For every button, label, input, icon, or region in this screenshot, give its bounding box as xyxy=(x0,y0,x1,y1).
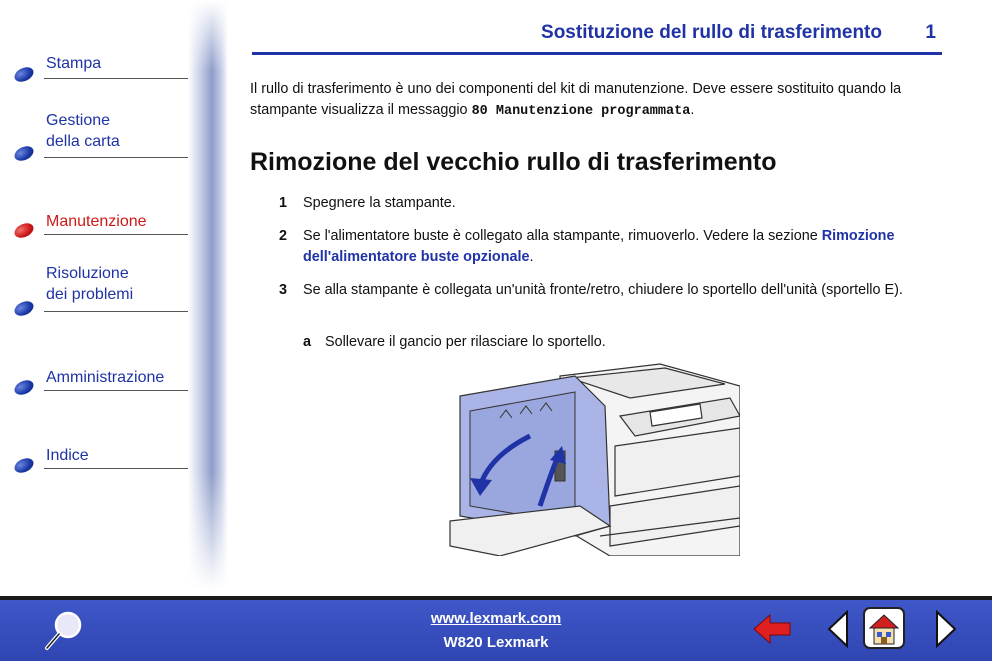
intro-paragraph xyxy=(250,79,950,122)
step-text xyxy=(303,226,943,268)
sidebar-item-label-2: dei problemi xyxy=(46,286,134,303)
back-button[interactable] xyxy=(752,612,792,646)
envelope-feeder-link[interactable]: Rimozione dell'alimentatore buste opzionale xyxy=(303,228,895,265)
sidebar-item-label: Stampa xyxy=(46,55,102,72)
footer-url-link[interactable]: www.lexmark.com xyxy=(430,610,562,627)
intro-text-end: . xyxy=(690,102,695,118)
sidebar-item-label-2: della carta xyxy=(46,133,120,150)
substep-text: Sollevare il gancio per rilasciare lo sportello. xyxy=(325,334,606,350)
next-page-icon xyxy=(934,610,958,648)
sidebar-item-label: Risoluzione xyxy=(46,265,129,282)
next-page-button[interactable] xyxy=(934,610,958,648)
sidebar-item-label: Manutenzione xyxy=(46,213,147,230)
sidebar-item-risoluzione[interactable] xyxy=(0,264,190,314)
divider xyxy=(44,234,188,235)
step-text-end: . xyxy=(529,249,534,265)
step-number: 2 xyxy=(279,228,288,244)
divider xyxy=(44,390,188,391)
page-number: 1 xyxy=(925,22,936,43)
printer-illustration xyxy=(440,356,740,556)
sidebar-item-label: Amministrazione xyxy=(46,369,165,386)
footer-product-name: W820 Lexmark xyxy=(443,634,549,651)
intro-text: Il rullo di trasferimento è uno dei componenti del kit di manutenzione. Deve essere sostituito quando la stampante visualizza il messaggio xyxy=(250,81,902,118)
bullet-icon xyxy=(12,298,36,318)
sidebar-item-indice[interactable] xyxy=(0,446,190,476)
sidebar-item-gestione-carta[interactable] xyxy=(0,111,190,161)
bullet-icon xyxy=(12,64,36,84)
section-heading: Rimozione del vecchio rullo di trasferimento xyxy=(250,148,777,176)
intro-code: 80 Manutenzione programmata xyxy=(471,104,691,119)
sidebar-item-amministrazione[interactable] xyxy=(0,368,190,398)
bullet-icon xyxy=(12,377,36,397)
step-text-part: Se l'alimentatore buste è collegato alla stampante, rimuoverlo. Vedere la sezione xyxy=(303,228,822,244)
divider xyxy=(44,468,188,469)
bullet-icon xyxy=(12,455,36,475)
step-text: Se alla stampante è collegata un'unità fronte/retro, chiudere lo sportello dell'unità (sportello E). xyxy=(303,282,903,298)
previous-page-icon xyxy=(826,610,850,648)
sidebar-gradient xyxy=(188,0,228,590)
divider xyxy=(44,311,188,312)
sidebar-item-stampa[interactable] xyxy=(0,54,190,84)
substep-letter: a xyxy=(303,334,312,350)
bullet-icon xyxy=(12,143,36,163)
sidebar-item-label: Indice xyxy=(46,447,89,464)
divider xyxy=(44,157,188,158)
back-arrow-icon xyxy=(752,612,792,646)
previous-page-button[interactable] xyxy=(826,610,850,648)
step-text: Spegnere la stampante. xyxy=(303,195,456,211)
home-button[interactable] xyxy=(862,606,906,650)
step-number: 1 xyxy=(279,195,288,211)
sidebar-item-label: Gestione xyxy=(46,112,111,129)
home-icon xyxy=(862,606,906,650)
page-title: Sostituzione del rullo di trasferimento xyxy=(541,22,882,43)
bullet-icon xyxy=(12,220,36,240)
divider xyxy=(44,78,188,79)
header-divider xyxy=(252,52,942,55)
step-number: 3 xyxy=(279,282,288,298)
sidebar-item-manutenzione[interactable] xyxy=(0,212,190,242)
